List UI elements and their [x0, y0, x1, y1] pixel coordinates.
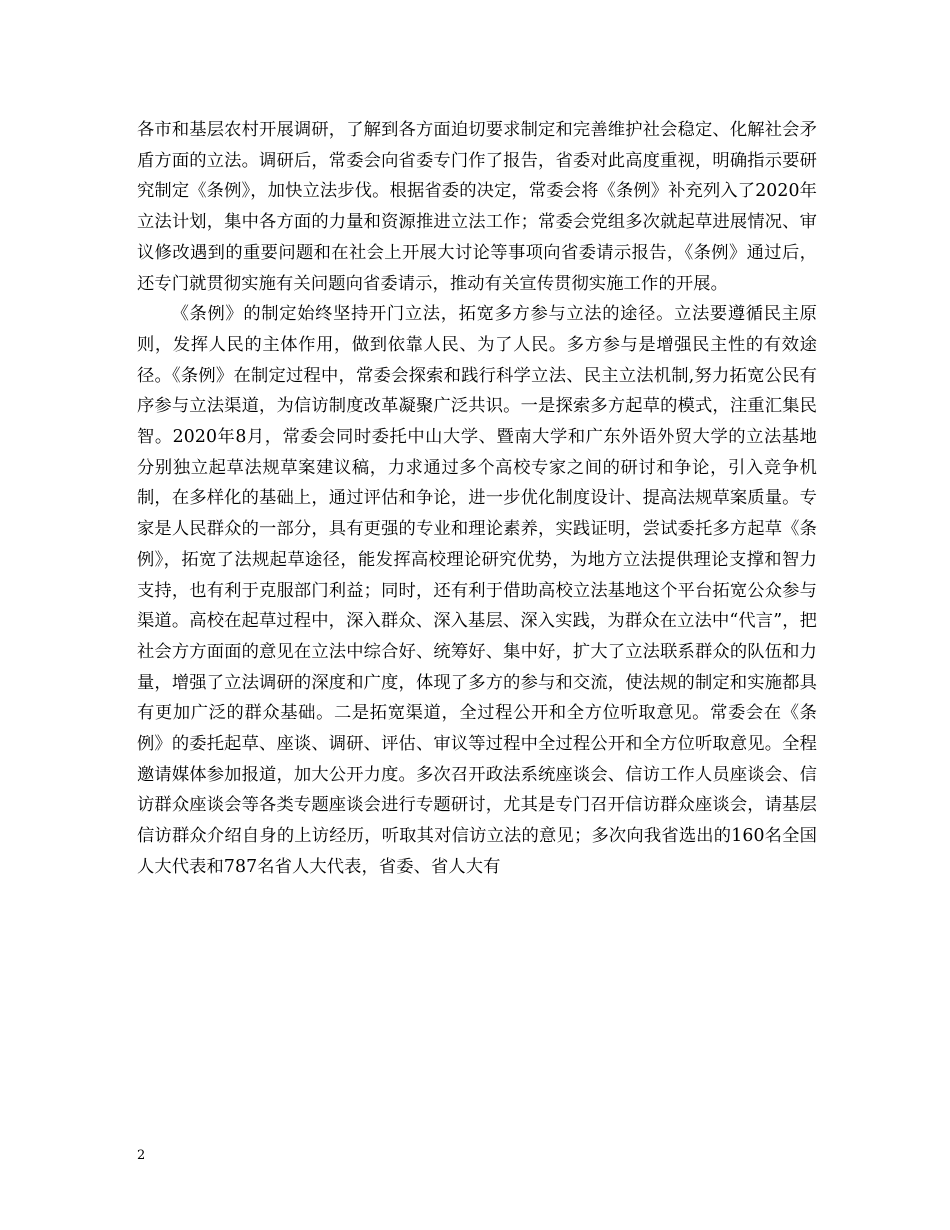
paragraph-continuation: 各市和基层农村开展调研，了解到各方面迫切要求制定和完善维护社会稳定、化解社会矛盾方面的立法。调研后，常委会向省委专门作了报告，省委对此高度重视，明确指示要研究制定《条例》，加快立法步伐。根据省委的决定，常委会将《条例》补充列入了2020年立法计划，集中各方面的力量和资源推进立法工作；常委会党组多次就起草进展情况、审议修改遇到的重要问题和在社会上开展大讨论等事项向省委请示报告，《条例》通过后，还专门就贯彻实施有关问题向省委请示，推动有关宣传贯彻实施工作的开展。 [137, 120, 817, 294]
document-body [137, 115, 817, 883]
paragraph-open-legislation: 《条例》的制定始终坚持开门立法，拓宽多方参与立法的途径。立法要遵循民主原则，发挥人民的主体作用，做到依靠人民、为了人民。多方参与是增强民主性的有效途径。《条例》在制定过程中，常委会探索和践行科学立法、民主立法机制,努力拓宽公民有序参与立法渠道，为信访制度改革凝聚广泛共识。一是探索多方起草的模式，注重汇集民智。2020年8月，常委会同时委托中山大学、暨南大学和广东外语外贸大学的立法基地分别独立起草法规草案建议稿，力求通过多个高校专家之间的研讨和争论，引入竞争机制，在多样化的基础上，通过评估和争论，进一步优化制度设计、提高法规草案质量。专家是人民群众的一部分，具有更强的专业和理论素养，实践证明，尝试委托多方起草《条例》，拓宽了法规起草途径，能发挥高校理论研究优势，为地方立法提供理论支撑和智力支持，也有利于克服部门利益；同时，还有利于借助高校立法基地这个平台拓宽公众参与渠道。高校在起草过程中，深入群众、深入基层、深入实践，为群众在立法中“代言”，把社会方方面面的意见在立法中综合好、统筹好、集中好，扩大了立法联系群众的队伍和力量，增强了立法调研的深度和广度，体现了多方的参与和交流，使法规的制定和实施都具有更加广泛的群众基础。二是拓宽渠道，全过程公开和全方位听取意见。常委会在《条例》的委托起草、座谈、调研、评估、审议等过程中全过程公开和全方位听取意见。全程邀请媒体参加报道，加大公开力度。多次召开政法系统座谈会、信访工作人员座谈会、信访群众座谈会等各类专题座谈会进行专题研讨，尤其是专门召开信访群众座谈会，请基层信访群众介绍自身的上访经历，听取其对信访立法的意见；多次向我省选出的160名全国人大代表和787名省人大代表，省委、省人大有 [137, 304, 817, 877]
page-number: 2 [137, 1148, 146, 1163]
